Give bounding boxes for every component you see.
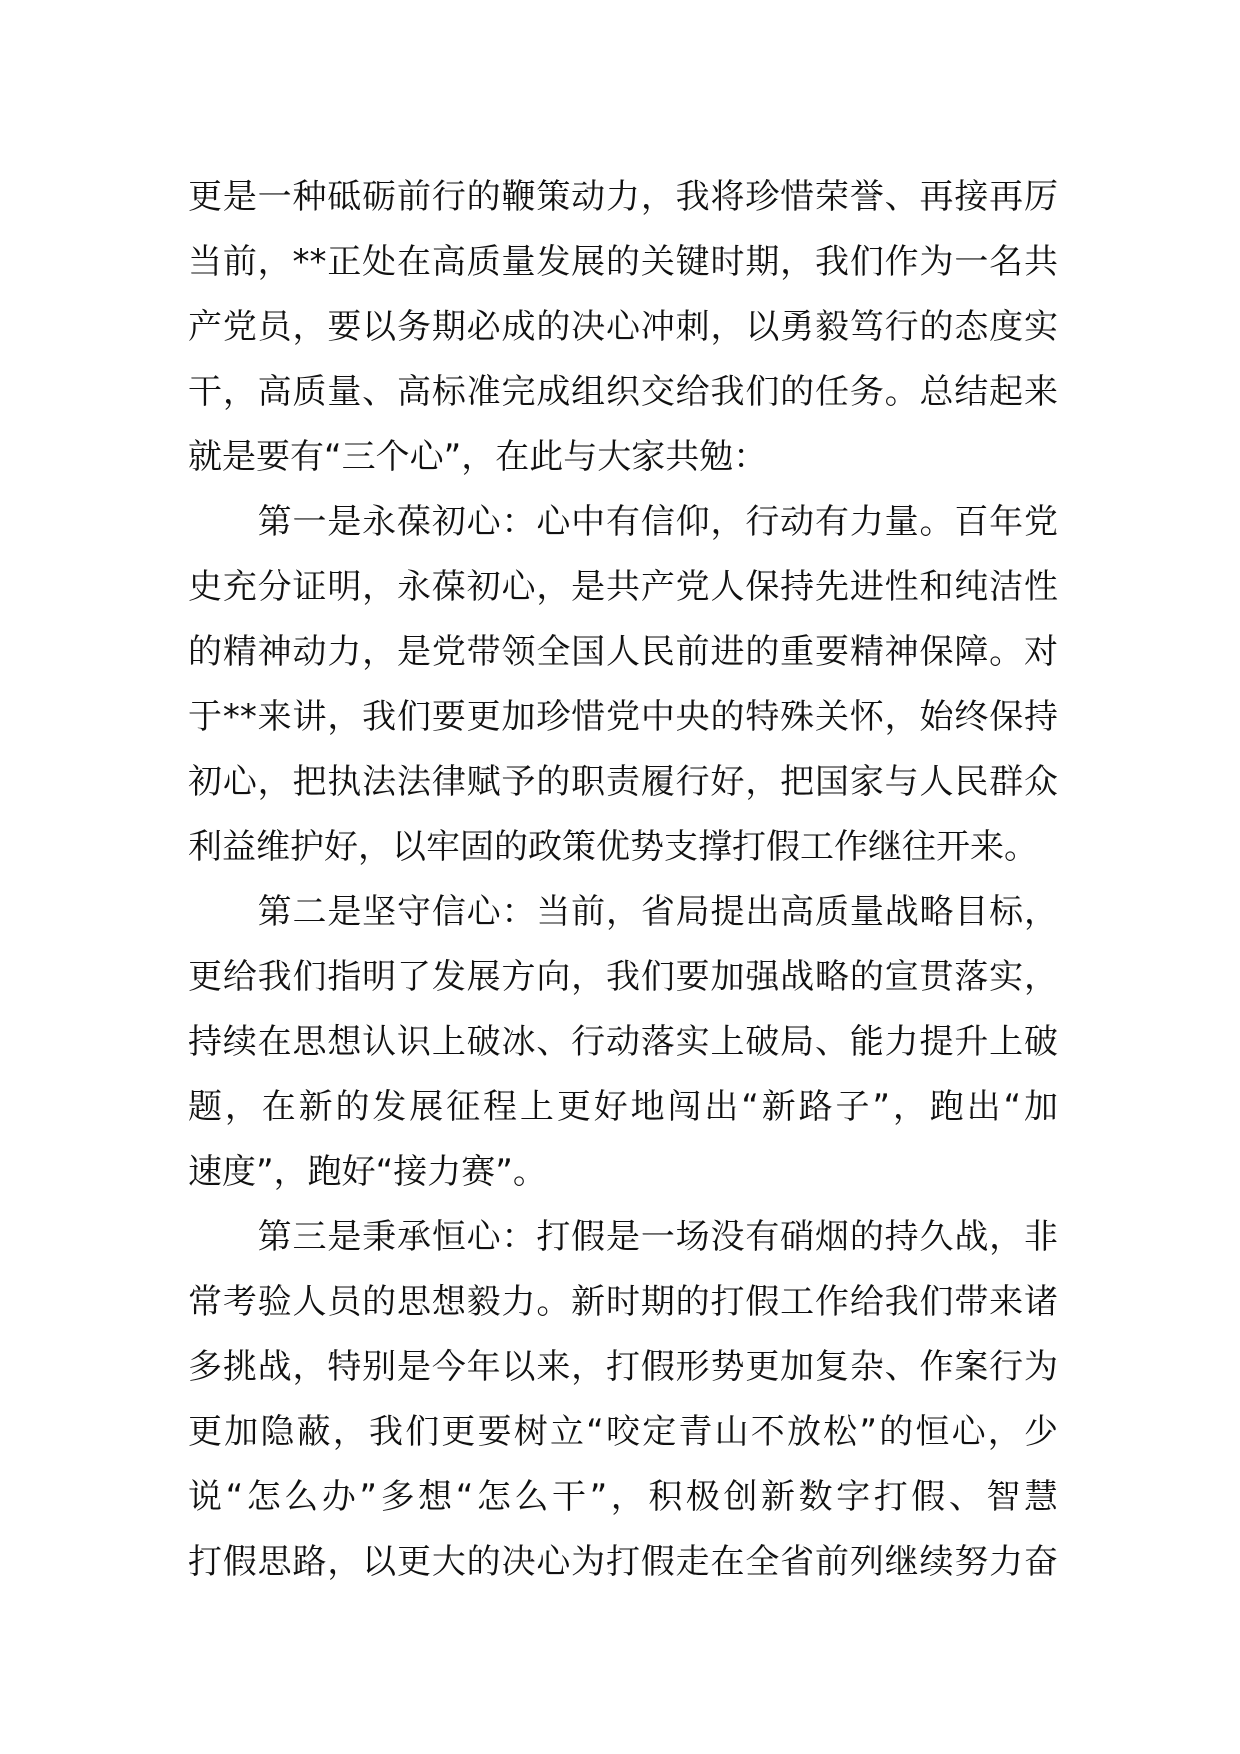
text-line: 利益维护好，以牢固的政策优势支撑打假工作继往开来。 bbox=[188, 827, 1038, 867]
text-line: 第二是坚守信心：当前，省局提出高质量战略目标， bbox=[188, 892, 1058, 932]
text-line: 于**来讲，我们要更加珍惜党中央的特殊关怀，始终保持 bbox=[188, 697, 1058, 737]
text-line: 持续在思想认识上破冰、行动落实上破局、能力提升上破 bbox=[188, 1022, 1058, 1062]
text-line: 常考验人员的思想毅力。新时期的打假工作给我们带来诸 bbox=[188, 1282, 1058, 1322]
text-line: 当前，**正处在高质量发展的关键时期，我们作为一名共 bbox=[188, 242, 1058, 282]
text-line: 更加隐蔽，我们更要树立“咬定青山不放松”的恒心，少 bbox=[188, 1412, 1058, 1452]
text-line: 速度”，跑好“接力赛”。 bbox=[188, 1152, 547, 1192]
text-line: 更给我们指明了发展方向，我们要加强战略的宣贯落实， bbox=[188, 957, 1058, 997]
text-line: 的精神动力，是党带领全国人民前进的重要精神保障。对 bbox=[188, 632, 1058, 672]
text-line: 多挑战，特别是今年以来，打假形势更加复杂、作案行为 bbox=[188, 1347, 1058, 1387]
text-line: 产党员，要以务期必成的决心冲刺，以勇毅笃行的态度实 bbox=[188, 307, 1058, 347]
text-line: 题，在新的发展征程上更好地闯出“新路子”，跑出“加 bbox=[188, 1087, 1058, 1127]
text-line: 打假思路，以更大的决心为打假走在全省前列继续努力奋 bbox=[188, 1542, 1058, 1582]
text-line: 说“怎么办”多想“怎么干”，积极创新数字打假、智慧 bbox=[188, 1477, 1058, 1517]
body-text bbox=[188, 165, 1058, 1595]
text-line: 就是要有“三个心”，在此与大家共勉： bbox=[188, 437, 768, 477]
text-line: 干，高质量、高标准完成组织交给我们的任务。总结起来 bbox=[188, 372, 1058, 412]
text-line: 史充分证明，永葆初心，是共产党人保持先进性和纯洁性 bbox=[188, 567, 1058, 607]
text-line: 更是一种砥砺前行的鞭策动力，我将珍惜荣誉、再接再厉 bbox=[188, 177, 1058, 217]
text-line: 第三是秉承恒心：打假是一场没有硝烟的持久战，非 bbox=[188, 1217, 1058, 1257]
text-line: 第一是永葆初心：心中有信仰，行动有力量。百年党 bbox=[188, 502, 1058, 542]
text-line: 初心，把执法法律赋予的职责履行好，把国家与人民群众 bbox=[188, 762, 1058, 802]
